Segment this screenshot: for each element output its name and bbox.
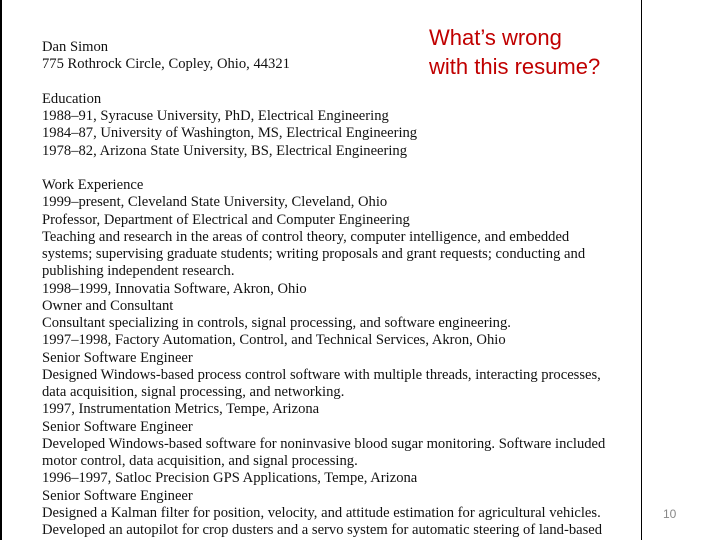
resume-line: 1997–1998, Factory Automation, Control, and Technical Services, Akron, Ohio — [42, 332, 506, 349]
resume-line: Dan Simon — [42, 39, 109, 55]
resume-line: 1997, Instrumentation Metrics, Tempe, Arizona — [42, 401, 320, 418]
resume-line: 1996–1997, Satloc Precision GPS Applications, Tempe, Arizona — [42, 470, 418, 487]
resume-line: Senior Software Engineer — [42, 487, 193, 504]
resume-text — [42, 39, 605, 539]
resume-blank-line — [42, 160, 605, 177]
resume-line: publishing independent research. — [42, 263, 235, 280]
resume-line: Education — [42, 90, 102, 107]
resume-line: Owner and Consultant — [42, 297, 174, 314]
resume-line: Teaching and research in the areas of control theory, computer intelligence, and embedded — [42, 228, 570, 245]
resume-line: Work Experience — [42, 177, 144, 193]
resume-line: 775 Rothrock Circle, Copley, Ohio, 44321 — [42, 56, 290, 73]
resume-line: 1998–1999, Innovatia Software, Akron, Ohio — [42, 280, 307, 297]
slide-question — [429, 23, 600, 81]
resume-line: 1999–present, Cleveland State University, Cleveland, Ohio — [42, 194, 388, 211]
resume-line: 1988–91, Syracuse University, PhD, Electrical Engineering — [42, 108, 389, 124]
resume-line: Developed Windows-based software for noninvasive blood sugar monitoring. Software included — [42, 435, 606, 452]
resume-line: systems; supervising graduate students; writing proposals and grant requests; conducting and — [42, 246, 586, 262]
resume-line: Senior Software Engineer — [42, 418, 193, 435]
resume-line: Designed a Kalman filter for position, velocity, and attitude estimation for agricultural vehicles. — [42, 504, 601, 521]
resume-line: Professor, Department of Electrical and Computer Engineering — [42, 211, 410, 228]
resume-line: 1984–87, University of Washington, MS, Electrical Engineering — [42, 125, 418, 142]
resume-line: Senior Software Engineer — [42, 349, 193, 366]
resume-line: Developed an autopilot for crop dusters and a servo system for automatic steering of land-based — [42, 522, 603, 538]
question-line-2: with this resume? — [429, 54, 601, 79]
resume-line: Consultant specializing in controls, signal processing, and software engineering. — [42, 315, 511, 331]
resume-line: 1978–82, Arizona State University, BS, Electrical Engineering — [42, 142, 408, 159]
resume-line: Designed Windows-based process control software with multiple threads, interacting processes, — [42, 366, 601, 383]
resume-line: motor control, data acquisition, and signal processing. — [42, 453, 358, 469]
question-line-1: What’s wrong — [429, 25, 562, 50]
page-number: 10 — [663, 507, 677, 521]
resume-line: data acquisition, signal processing, and networking. — [42, 384, 345, 400]
